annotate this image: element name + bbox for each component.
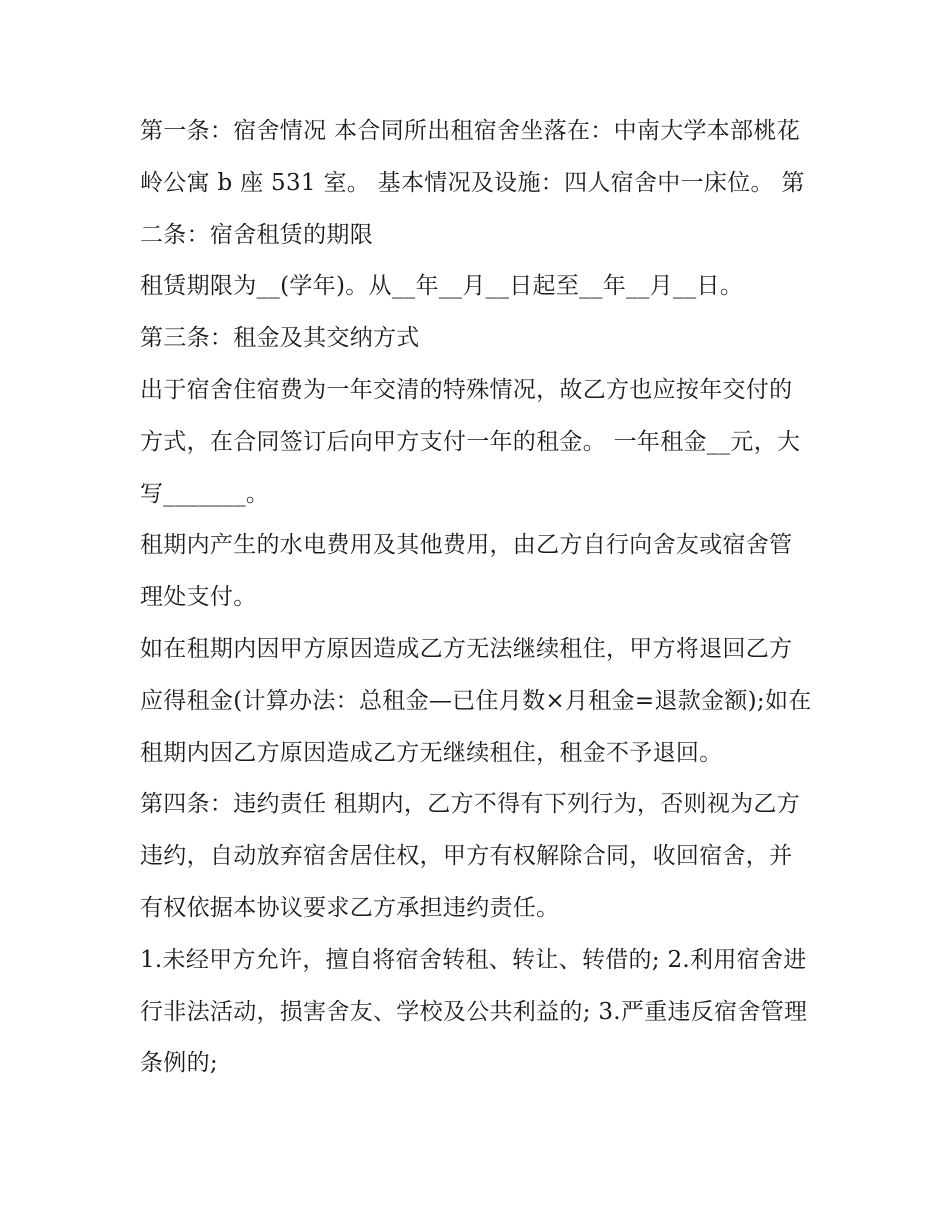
refund-paragraph: 如在租期内因甲方原因造成乙方无法继续租住，甲方将退回乙方应得租金(计算办法：总租金—已住月数×月租金=退款金额);如在租期内因乙方原因造成乙方无继续租住，租金不予退回。: [140, 635, 812, 766]
lease-term-paragraph: 租赁期限为__(学年)。从__年__月__日起至__年__月__日。: [140, 273, 744, 300]
rent-payment-paragraph: 出于宿舍住宿费为一年交清的特殊情况，故乙方也应按年交付的方式，在合同签订后向甲方支付一年的租金。 一年租金__元，大写_______。: [140, 376, 801, 507]
violation-list-paragraph: 1.未经甲方允许，擅自将宿舍转租、转让、转借的; 2.利用宿舍进行非法活动，损害舍友、学校及公共利益的; 3.严重违反宿舍管理条例的;: [140, 946, 808, 1077]
article-4-paragraph: 第四条：违约责任 租期内，乙方不得有下列行为，否则视为乙方违约，自动放弃宿舍居住权，甲方有权解除合同，收回宿舍，并有权依据本协议要求乙方承担违约责任。: [140, 791, 801, 921]
contract-body: [140, 106, 815, 1090]
article-3-heading: 第三条：租金及其交纳方式: [140, 325, 420, 352]
article-1-paragraph: 第一条：宿舍情况 本合同所出租宿舍坐落在：中南大学本部桃花岭公寓 b 座 531 室。 基本情况及设施：四人宿舍中一床位。 第二条：宿舍租赁的期限: [140, 118, 805, 248]
utilities-paragraph: 租期内产生的水电费用及其他费用，由乙方自行向舍友或宿舍管理处支付。: [140, 532, 793, 611]
